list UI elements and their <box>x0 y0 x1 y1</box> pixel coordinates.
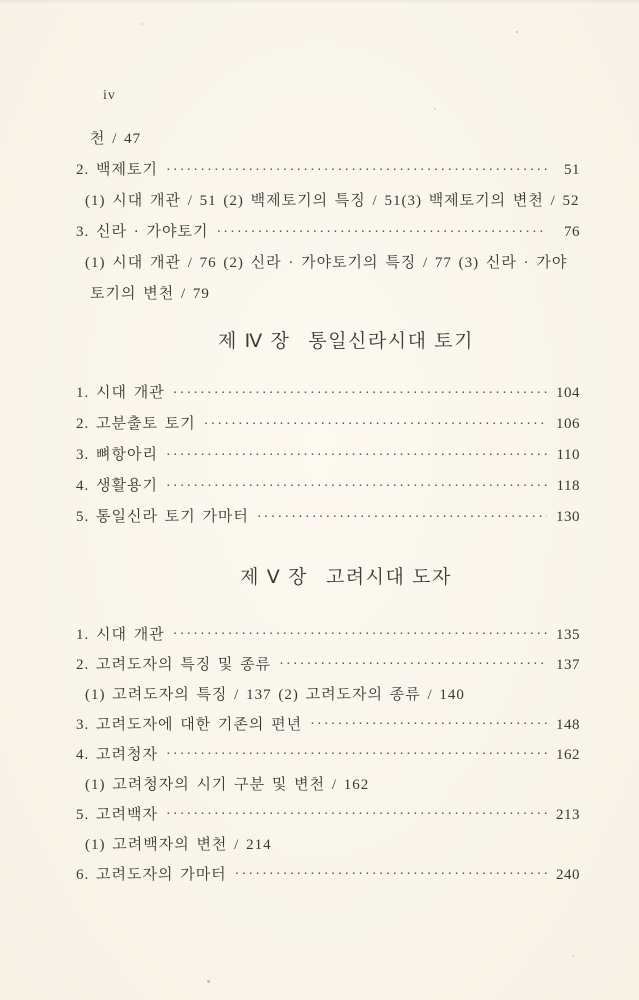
toc-runover-text: 토기의 변천 / 79 <box>90 286 210 302</box>
toc-runover-text: 천 / 47 <box>90 131 142 147</box>
toc-entry-page: 240 <box>556 867 580 883</box>
dot-leader <box>279 650 547 680</box>
dot-leader <box>173 379 547 409</box>
dot-leader <box>166 472 547 502</box>
toc-entry-row <box>76 740 580 770</box>
scan-speck <box>434 108 436 110</box>
toc-entry-row <box>76 440 580 471</box>
dot-leader <box>173 620 547 650</box>
toc-entry-page: 162 <box>556 747 580 763</box>
toc-entry-page: 76 <box>564 224 580 240</box>
toc-section-chapter-5 <box>76 566 580 890</box>
chapter-title: 통일신라시대 토기 <box>308 331 474 352</box>
toc-entry-label: 1. 시대 개관 <box>76 627 165 643</box>
scan-speck <box>516 31 518 33</box>
toc-entry-label: 2. 고분출토 토기 <box>76 416 196 432</box>
toc-section-continuation <box>76 124 580 310</box>
toc-entry-page: 130 <box>556 509 580 525</box>
toc-entry-row <box>76 378 580 409</box>
toc-runover-line <box>76 124 580 155</box>
dot-leader <box>166 441 547 471</box>
toc-entry-label: 1. 시대 개관 <box>76 385 165 401</box>
scan-speck <box>572 955 574 957</box>
toc-entry-row <box>76 620 580 650</box>
toc-subentry-text: (1) 시대 개관 / 51 (2) 백제토기의 특징 / 51(3) 백제토기의 변천 / 52 <box>85 193 580 209</box>
toc-entry-page: 135 <box>556 627 580 643</box>
scan-speck <box>141 23 143 25</box>
toc-entry-page: 213 <box>556 807 580 823</box>
toc-subentry-text: (1) 시대 개관 / 76 (2) 신라 · 가야토기의 특징 / 77 (3) 신라 · 가야 <box>85 255 568 271</box>
dot-leader <box>216 218 547 248</box>
toc-entry-label: 4. 고려청자 <box>76 747 158 763</box>
toc-entry-page: 110 <box>556 447 580 463</box>
toc-entry-label: 3. 신라 · 가야토기 <box>76 224 209 240</box>
toc-entry-page: 148 <box>556 717 580 733</box>
toc-entry-page: 104 <box>556 385 580 401</box>
toc-subentry-row <box>76 248 580 279</box>
toc-subentry-row <box>76 830 580 860</box>
toc-entry-label: 6. 고려도자의 가마터 <box>76 867 227 883</box>
toc-entry-page: 137 <box>556 657 580 673</box>
toc-entry-label: 3. 고려도자에 대한 기존의 편년 <box>76 717 303 733</box>
toc-section-chapter-4 <box>76 330 580 533</box>
toc-entry-label: 3. 뼈항아리 <box>76 447 158 463</box>
toc-entry-label: 4. 생활용기 <box>76 478 158 494</box>
toc-subentry-text: (1) 고려청자의 시기 구분 및 변천 / 162 <box>85 777 370 793</box>
dot-leader <box>310 710 547 740</box>
toc-entry-row <box>76 217 580 248</box>
chapter-number: 제 Ⅳ 장 <box>218 331 291 352</box>
toc-entry-page: 118 <box>556 478 580 494</box>
toc-entry-row <box>76 800 580 830</box>
chapter-number: 제 Ⅴ 장 <box>240 567 308 588</box>
toc-entry-label: 5. 통일신라 토기 가마터 <box>76 509 249 525</box>
table-of-contents <box>76 124 580 890</box>
toc-entry-row <box>76 710 580 740</box>
toc-entry-label: 2. 백제토기 <box>76 162 158 178</box>
scan-speck <box>207 980 210 983</box>
toc-subentry-row <box>76 186 580 217</box>
dot-leader <box>257 503 547 533</box>
dot-leader <box>166 740 547 770</box>
chapter-heading <box>94 566 598 590</box>
dot-leader <box>166 800 547 830</box>
toc-entry-page: 106 <box>556 416 580 432</box>
toc-entry-row <box>76 409 580 440</box>
page-folio: iv <box>103 88 116 103</box>
chapter-heading <box>94 330 598 354</box>
toc-entry-row <box>76 650 580 680</box>
toc-entry-row <box>76 471 580 502</box>
toc-entry-row <box>76 860 580 890</box>
toc-subentry-row <box>76 770 580 800</box>
toc-subentry-text: (1) 고려백자의 변천 / 214 <box>85 837 272 853</box>
toc-subentry-text: (1) 고려도자의 특징 / 137 (2) 고려도자의 종류 / 140 <box>85 687 465 703</box>
dot-leader <box>166 156 547 186</box>
toc-entry-page: 51 <box>564 162 580 178</box>
dot-leader <box>204 410 547 440</box>
chapter-title: 고려시대 도자 <box>325 567 452 588</box>
toc-subentry-row <box>76 680 580 710</box>
dot-leader <box>235 860 547 890</box>
toc-runover-line <box>76 279 580 310</box>
toc-entry-row <box>76 502 580 533</box>
toc-entry-label: 2. 고려도자의 특징 및 종류 <box>76 657 272 673</box>
toc-entry-label: 5. 고려백자 <box>76 807 158 823</box>
toc-entry-row <box>76 155 580 186</box>
